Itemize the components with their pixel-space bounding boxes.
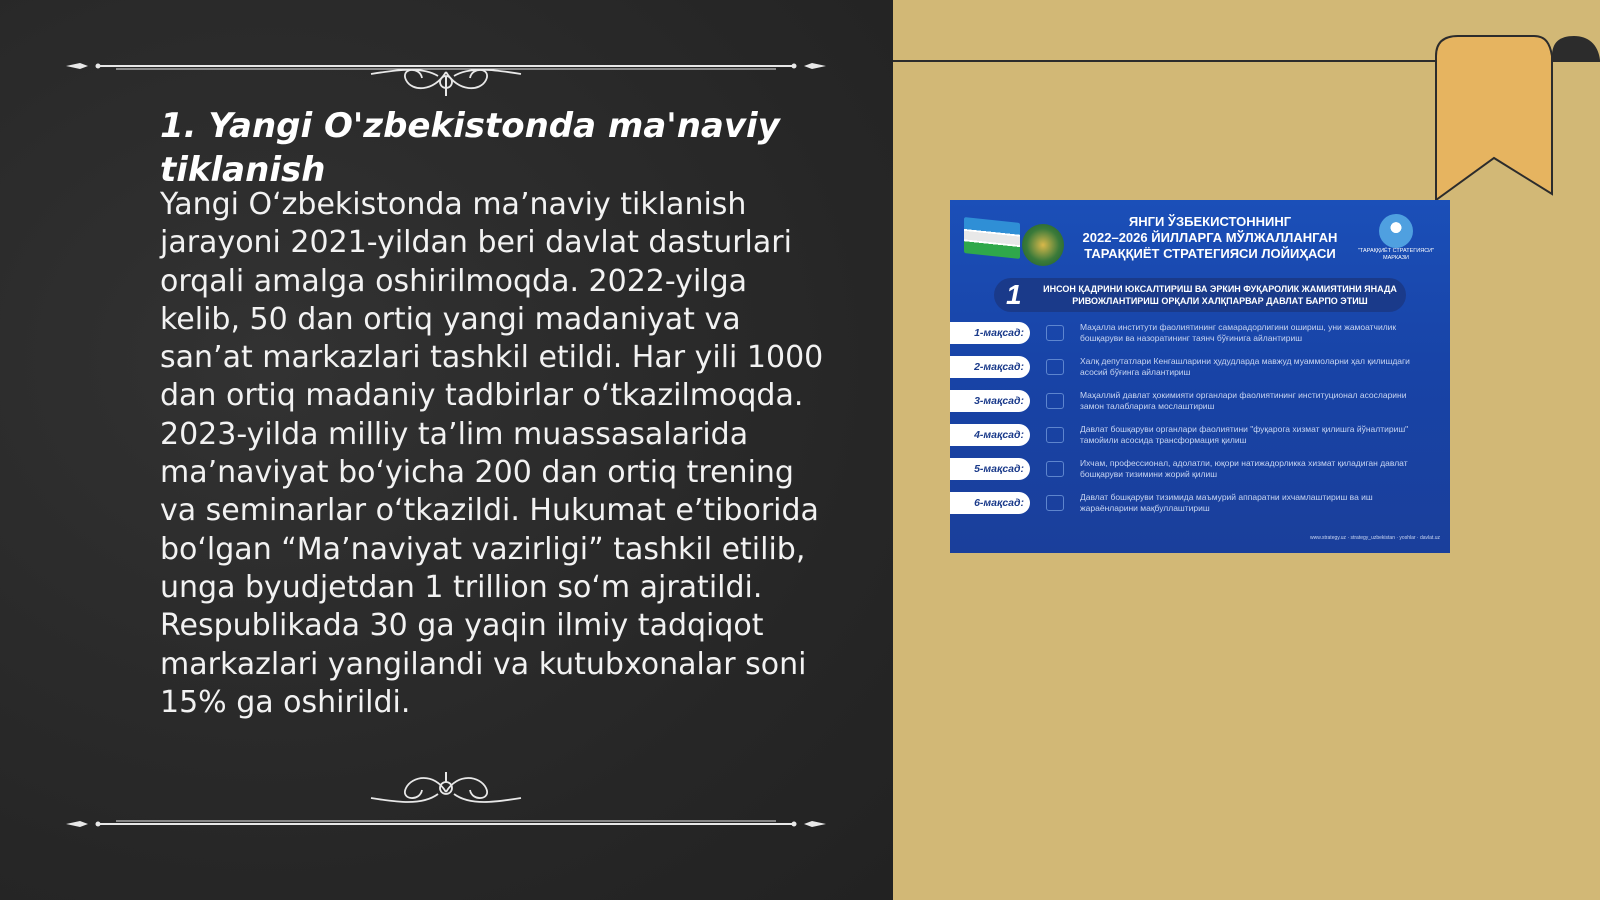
section-banner — [994, 278, 1406, 312]
goal-label: 1-мақсад: — [950, 322, 1030, 344]
goal-row — [950, 390, 1450, 416]
community-icon — [1046, 325, 1064, 341]
strategy-center-logo — [1355, 214, 1437, 270]
goal-text: Маҳаллий давлат ҳокимияти органлари фаолиятининг институционал асосларини замон талабларига мослаштириш — [1080, 390, 1407, 411]
poster-heading — [1070, 214, 1350, 262]
goal-text: Маҳалла институти фаолиятининг самарадорлигини ошириш, уни жамоатчилик бошқаруви ва назоратининг таянч бўғинига айлантириш — [1080, 322, 1397, 343]
government-icon — [1046, 393, 1064, 409]
goal-label: 2-мақсад: — [950, 356, 1030, 378]
goal-row — [950, 424, 1450, 450]
top-ornament-divider — [66, 36, 826, 96]
goal-text: Давлат бошқаруви органлари фаолиятини "фуқарога хизмат қилишга йўналтириш" тамойили асосида трансформация қилиш — [1080, 424, 1409, 445]
goal-label: 6-мақсад: — [950, 492, 1030, 514]
goal-text: Ихчам, профессионал, адолатли, юқори натижадорликка хизмат қиладиган давлат бошқаруви тизимини жорий қилиш — [1080, 458, 1408, 479]
strategy-center-logo-icon — [1379, 214, 1413, 248]
goal-label: 5-мақсад: — [950, 458, 1030, 480]
section-number: 1 — [1006, 279, 1022, 310]
logo-caption: "ТАРАҚҚИЁТ СТРАТЕГИЯСИ" МАРКАЗИ — [1357, 248, 1435, 261]
slide-title: 1. Yangi O'zbekistonda ma'naviy tiklanish — [160, 106, 780, 190]
goal-row — [950, 356, 1450, 382]
bookmark-ribbon-icon — [1434, 34, 1600, 200]
strategy-poster-image — [950, 200, 1450, 553]
goal-label: 3-мақсад: — [950, 390, 1030, 412]
uzbekistan-flag-icon — [964, 217, 1020, 259]
poster-heading-line-2: 2022–2026 ЙИЛЛАРГА МЎЛЖАЛЛАНГАН — [1082, 230, 1338, 245]
state-emblem-icon — [1022, 224, 1064, 266]
goal-row — [950, 322, 1450, 348]
poster-footer-links: www.strategy.uz · strategy_uzbekistan · yoshlar · davlat.uz — [1310, 535, 1440, 541]
goal-text: Халқ депутатлари Кенгашларини ҳудудларда мавжуд муаммоларни ҳал қилишдаги асосий бўғинга айлантириш — [1080, 356, 1410, 377]
briefcase-icon — [1046, 495, 1064, 511]
goal-row — [950, 492, 1450, 518]
goal-label: 4-мақсад: — [950, 424, 1030, 446]
people-icon — [1046, 359, 1064, 375]
poster-heading-line-1: ЯНГИ ЎЗБЕКИСТОННИНГ — [1128, 214, 1292, 229]
building-icon — [1046, 461, 1064, 477]
slide-body-text: Yangi O‘zbekistonda ma’naviy tiklanish jarayoni 2021-yildan beri davlat dasturlari orqali amalga oshirilmoqda. 2022-yilga kelib, 50 dan ortiq yangi madaniyat va san’at markazlari tashkil etildi. Har yili 1000 dan ortiq madaniy tadbirlar o‘tkazilmoqda. 2023-yilda milliy ta’lim muassasalarida ma’naviyat bo‘yicha 200 dan ortiq trening va seminarlar o‘tkazildi. Hukumat e’tiborida bo‘lgan “Ma’naviyat vazirligi” tashkil etilib, unga byudjetdan 1 trillion so‘m ajratildi. Respublikada 30 ga yaqin ilmiy tadqiqot markazlari yangilandi va kutubxonalar soni 15% ga oshirildi. — [160, 187, 824, 720]
goal-text: Давлат бошқаруви тизимида маъмурий аппаратни ихчамлаштириш ва иш жараёнларини мақбуллаштириш — [1080, 492, 1373, 513]
service-icon — [1046, 427, 1064, 443]
section-title: ИНСОН ҚАДРИНИ ЮКСАЛТИРИШ ВА ЭРКИН ФУҚАРОЛИК ЖАМИЯТИНИ ЯНАДА РИВОЖЛАНТИРИШ ОРҚАЛИ ХАЛҚПАРВАР ДАВЛАТ БАРПО ЭТИШ — [1043, 284, 1397, 306]
poster-heading-line-3: ТАРАҚҚИЁТ СТРАТЕГИЯСИ ЛОЙИҲАСИ — [1084, 246, 1336, 261]
goal-row — [950, 458, 1450, 484]
bottom-ornament-divider — [66, 772, 826, 832]
